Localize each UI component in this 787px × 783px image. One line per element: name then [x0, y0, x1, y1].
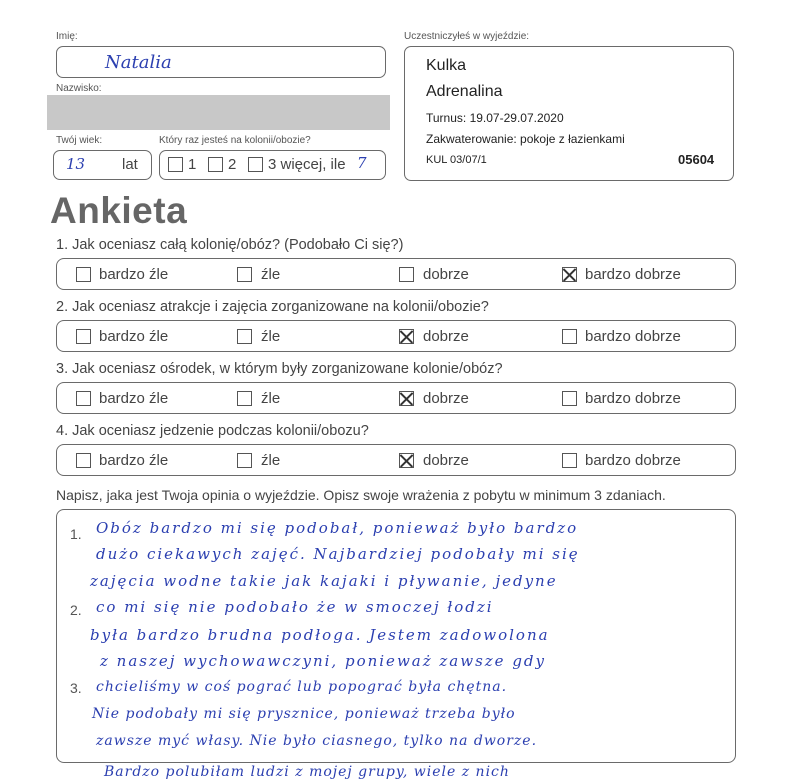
name-field[interactable] [56, 46, 386, 78]
q1-checkbox-zle[interactable] [237, 267, 252, 282]
q1-checkbox-dobrze[interactable] [399, 267, 414, 282]
q2-opt-bardzo-zle: bardzo źle [99, 328, 169, 345]
camp-line1: Kulka [426, 57, 467, 74]
participated-label: Uczestniczyłeś w wyjeździe: [404, 31, 530, 42]
answer-row-1 [56, 258, 736, 290]
times-opt1-label: 1 [188, 156, 197, 173]
times-field[interactable] [159, 150, 386, 180]
handwritten-line-3: zajęcia wodne takie jak kajaki i pływanie, jedyne [90, 572, 558, 590]
handwritten-line-5: była bardzo brudna podłoga. Jestem zadowolona [90, 626, 550, 644]
age-value: 13 [66, 155, 86, 173]
q4-checkbox-zle[interactable] [237, 453, 252, 468]
q2-checkbox-dobrze-checked[interactable] [399, 329, 414, 344]
camp-box [404, 46, 734, 181]
opinion-prompt: Napisz, jaka jest Twoja opinia o wyjeździe. Opisz swoje wrażenia z pobytu w minimum 3 zdaniach. [56, 487, 666, 503]
q1-opt-zle: źle [261, 266, 281, 283]
handwritten-line-4: co mi się nie podobało że w smoczej łodzi [96, 598, 494, 616]
q1-checkbox-bardzo-dobrze-checked[interactable] [562, 267, 577, 282]
opinion-number-2: 2. [70, 602, 82, 618]
times-opt2-label: 2 [228, 156, 237, 173]
q3-opt-bardzo-zle: bardzo źle [99, 390, 169, 407]
q3-checkbox-bardzo-dobrze[interactable] [562, 391, 577, 406]
question-3: 3. Jak oceniasz ośrodek, w którym były zorganizowane kolonie/obóz? [56, 361, 503, 377]
q4-opt-bardzo-zle: bardzo źle [99, 452, 169, 469]
opinion-number-1: 1. [70, 526, 82, 542]
q1-opt-bardzo-zle: bardzo źle [99, 266, 169, 283]
camp-turnus: Turnus: 19.07-29.07.2020 [426, 111, 564, 125]
times-checkbox-3[interactable] [248, 157, 263, 172]
q2-checkbox-zle[interactable] [237, 329, 252, 344]
q3-opt-dobrze: dobrze [423, 390, 469, 407]
q3-checkbox-dobrze-checked[interactable] [399, 391, 414, 406]
q3-opt-zle: źle [261, 390, 281, 407]
times-label: Który raz jesteś na kolonii/obozie? [159, 135, 311, 146]
age-field[interactable] [53, 150, 152, 180]
q1-checkbox-bardzo-zle[interactable] [76, 267, 91, 282]
survey-title: Ankieta [50, 190, 188, 231]
q3-checkbox-bardzo-zle[interactable] [76, 391, 91, 406]
q4-opt-bardzo-dobrze: bardzo dobrze [585, 452, 681, 469]
q3-opt-bardzo-dobrze: bardzo dobrze [585, 390, 681, 407]
q4-checkbox-bardzo-dobrze[interactable] [562, 453, 577, 468]
name-value: Natalia [105, 52, 172, 73]
handwritten-line-9: zawsze myć własy. Nie było ciasnego, tylko na dworze. [96, 733, 538, 749]
q1-opt-dobrze: dobrze [423, 266, 469, 283]
times-opt3-label: 3 więcej, ile [268, 156, 346, 173]
camp-accommodation: Zakwaterowanie: pokoje z łazienkami [426, 132, 625, 146]
handwritten-line-1: Obóz bardzo mi się podobał, ponieważ było bardzo [96, 519, 579, 537]
q2-opt-bardzo-dobrze: bardzo dobrze [585, 328, 681, 345]
answer-row-4 [56, 444, 736, 476]
q2-checkbox-bardzo-dobrze[interactable] [562, 329, 577, 344]
times-checkbox-1[interactable] [168, 157, 183, 172]
q4-checkbox-dobrze-checked[interactable] [399, 453, 414, 468]
question-1: 1. Jak oceniasz całą kolonię/obóz? (Podobało Ci się?) [56, 237, 404, 253]
question-4: 4. Jak oceniasz jedzenie podczas kolonii/obozu? [56, 423, 369, 439]
handwritten-line-7: chcieliśmy w coś pograć lub popograć była chętna. [96, 679, 508, 695]
age-label: Twój wiek: [56, 135, 103, 146]
camp-line2: Adrenalina [426, 83, 503, 100]
camp-number: 05604 [678, 152, 715, 167]
q1-opt-bardzo-dobrze: bardzo dobrze [585, 266, 681, 283]
handwritten-line-6: z naszej wychowawczyni, ponieważ zawsze gdy [100, 652, 546, 670]
age-unit: lat [122, 156, 138, 173]
name-label: Imię: [56, 31, 78, 42]
q4-checkbox-bardzo-zle[interactable] [76, 453, 91, 468]
handwritten-line-8: Nie podobały mi się prysznice, ponieważ trzeba było [92, 706, 516, 722]
handwritten-line-10: Bardzo polubiłam ludzi z mojej grupy, wiele z nich [104, 764, 510, 780]
q3-checkbox-zle[interactable] [237, 391, 252, 406]
handwritten-line-2: dużo ciekawych zajęć. Najbardziej podobały mi się [96, 545, 580, 563]
q2-checkbox-bardzo-zle[interactable] [76, 329, 91, 344]
answer-row-2 [56, 320, 736, 352]
answer-row-3 [56, 382, 736, 414]
times-value: 7 [357, 154, 367, 172]
opinion-number-3: 3. [70, 680, 82, 696]
q2-opt-dobrze: dobrze [423, 328, 469, 345]
times-checkbox-2[interactable] [208, 157, 223, 172]
q4-opt-dobrze: dobrze [423, 452, 469, 469]
question-2: 2. Jak oceniasz atrakcje i zajęcia zorganizowane na kolonii/obozie? [56, 299, 489, 315]
surname-redaction [47, 95, 390, 130]
camp-code: KUL 03/07/1 [426, 154, 487, 166]
surname-label: Nazwisko: [56, 83, 102, 94]
q2-opt-zle: źle [261, 328, 281, 345]
q4-opt-zle: źle [261, 452, 281, 469]
